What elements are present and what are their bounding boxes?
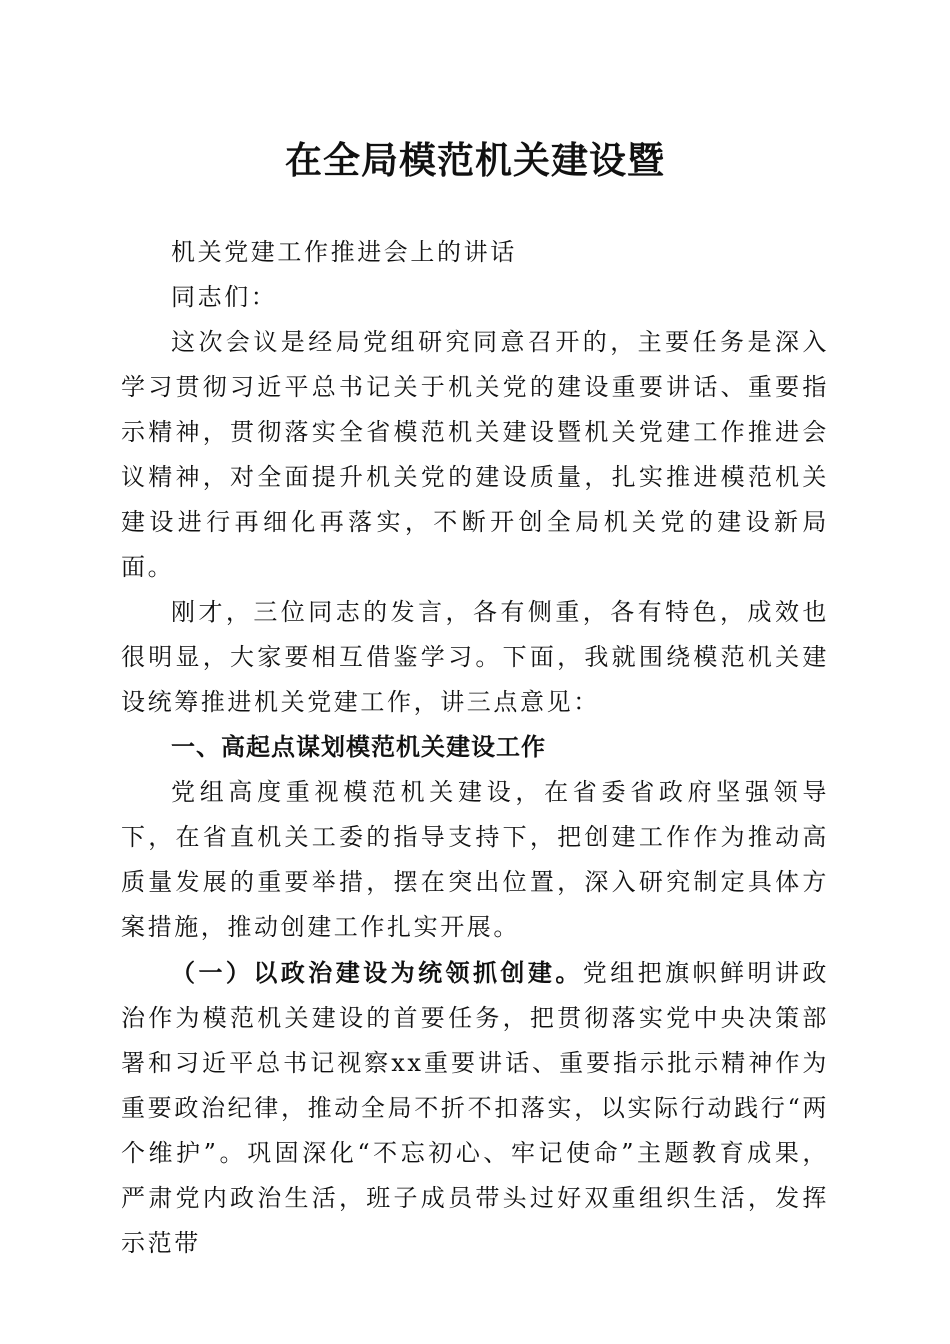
- paragraph-intro: 这次会议是经局党组研究同意召开的，主要任务是深入学习贯彻习近平总书记关于机关党的建设重要讲话、重要指示精神，贯彻落实全省模范机关建设暨机关党建工作推进会议精神，对全面提升机关党的建设质量，扎实推进模范机关建设进行再细化再落实，不断开创全局机关党的建设新局面。: [121, 328, 829, 581]
- section-heading-1: 一、高起点谋划模范机关建设工作: [171, 733, 546, 761]
- subsection-body: 党组把旗帜鲜明讲政治作为模范机关建设的首要任务，把贯彻落实党中央决策部署和习近平总书记视察xx重要讲话、重要指示批示精神作为重要政治纪律，推动全局不折不扣落实，以实际行动践行“两个维护”。巩固深化“不忘初心、牢记使命”主题教育成果，严肃党内政治生活，班子成员带头过好双重组织生活，发挥示范带: [121, 959, 829, 1257]
- subsection-lead: （一）以政治建设为统领抓创建。: [171, 958, 583, 987]
- document-body: [121, 230, 829, 1266]
- greeting: 同志们：: [171, 283, 278, 311]
- paragraph-subsection-1: [121, 950, 829, 1266]
- document-title: 在全局模范机关建设暨: [285, 138, 665, 182]
- document-subtitle: 机关党建工作推进会上的讲话: [171, 238, 517, 266]
- paragraph-section-1: 党组高度重视模范机关建设，在省委省政府坚强领导下，在省直机关工委的指导支持下，把创建工作作为推动高质量发展的重要举措，摆在突出位置，深入研究制定具体方案措施，推动创建工作扎实开展。: [121, 778, 829, 941]
- paragraph-transition: 刚才，三位同志的发言，各有侧重，各有特色，成效也很明显，大家要相互借鉴学习。下面，我就围绕模范机关建设统筹推进机关党建工作，讲三点意见：: [121, 598, 829, 716]
